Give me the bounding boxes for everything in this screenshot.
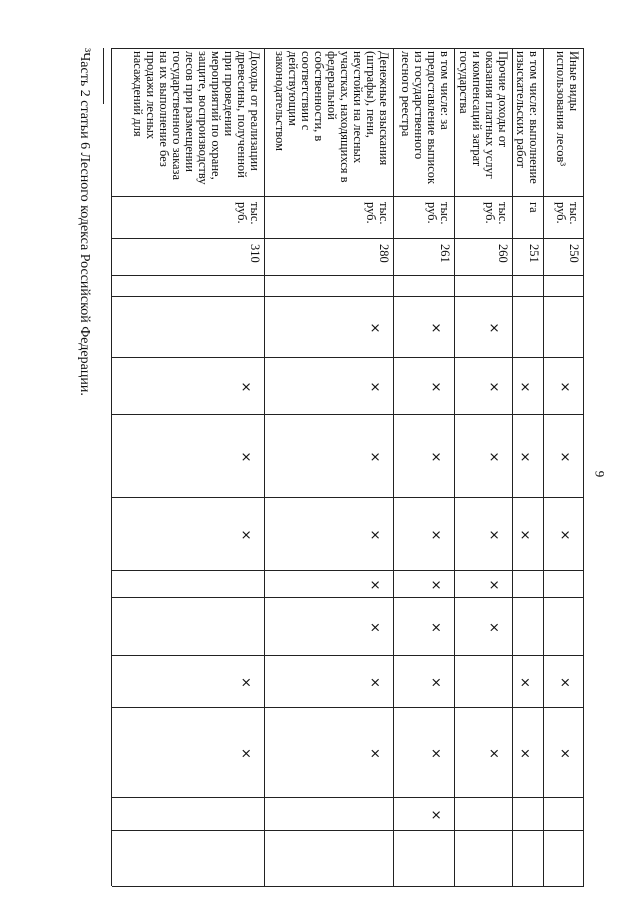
row-code: 310: [248, 244, 262, 263]
row-unit: руб.: [554, 202, 568, 224]
row-unit: тыс.: [496, 202, 510, 225]
cross-mark: ×: [517, 451, 532, 463]
table-col-border: [112, 357, 584, 358]
row-code: 260: [496, 244, 510, 263]
cross-mark: ×: [428, 381, 443, 393]
row-label-line: древесины, полученной: [235, 51, 249, 178]
row-unit: тыс.: [567, 202, 581, 225]
row-code: 251: [527, 244, 541, 263]
row-label-line: Денежные взыскания: [377, 51, 391, 166]
row-label-line: на их выполнение без: [157, 51, 171, 167]
table-row-border: [543, 48, 544, 886]
row-label-line: Прочие доходы от: [496, 51, 510, 148]
cross-mark: ×: [486, 579, 501, 591]
cross-mark: ×: [557, 677, 572, 688]
page-number: 9: [592, 470, 608, 478]
table-col-border: [112, 797, 584, 798]
row-code: 280: [377, 244, 391, 263]
row-unit: руб.: [483, 202, 497, 224]
table-col-border: [112, 238, 584, 239]
row-label-line: из государственного: [412, 51, 426, 160]
row-label-line: оказания платных услуг: [483, 51, 497, 179]
cross-mark: ×: [557, 451, 572, 463]
table-row-border: [583, 48, 584, 886]
row-code: 250: [567, 244, 581, 263]
table-col-border: [112, 886, 584, 887]
cross-mark: ×: [517, 381, 532, 393]
footnote: ³Часть 2 статьи 6 Лесного кодекса Российской Федерации.: [77, 48, 92, 396]
cross-mark: ×: [367, 748, 382, 759]
row-label-line: продажи лесных: [144, 51, 158, 140]
cross-mark: ×: [557, 529, 572, 541]
row-label-line: защите, воспроизводству: [196, 51, 210, 185]
table-col-border: [112, 296, 584, 297]
table-col-border: [112, 707, 584, 708]
row-label-line: использования лесов³: [554, 51, 568, 167]
row-label-line: мероприятий по охране,: [209, 51, 223, 180]
cross-mark: ×: [428, 677, 443, 688]
table-col-border: [112, 830, 584, 831]
cross-mark: ×: [238, 529, 253, 541]
row-unit: тыс.: [377, 202, 391, 225]
cross-mark: ×: [428, 622, 443, 633]
row-unit: руб.: [235, 202, 249, 224]
cross-mark: ×: [517, 677, 532, 688]
row-label-line: предоставление выписок: [425, 51, 439, 185]
cross-mark: ×: [486, 748, 501, 759]
row-label-line: собственности, в: [312, 51, 326, 142]
row-label-line: и компенсаций затрат: [470, 51, 484, 167]
row-label-line: неустойки на лесных: [351, 51, 365, 164]
cross-mark: ×: [486, 529, 501, 541]
cross-mark: ×: [238, 748, 253, 759]
row-label-line: участках, находящихся в: [338, 51, 352, 183]
row-code: 261: [438, 244, 452, 263]
cross-mark: ×: [367, 451, 382, 463]
row-unit: руб.: [425, 202, 439, 224]
row-unit: га: [527, 202, 541, 213]
table-row-border: [111, 48, 112, 886]
table-col-border: [112, 414, 584, 415]
row-label-line: федеральной: [325, 51, 339, 120]
cross-mark: ×: [367, 579, 382, 591]
row-label-line: при проведении: [222, 51, 236, 137]
table-row-border: [393, 48, 394, 886]
cross-mark: ×: [238, 677, 253, 688]
cross-mark: ×: [517, 748, 532, 759]
table-row-border: [264, 48, 265, 886]
row-label-line: Иные виды: [567, 51, 581, 112]
row-label-line: соответствии с: [299, 51, 313, 131]
cross-mark: ×: [557, 381, 572, 393]
row-label-line: законодательством: [273, 51, 287, 152]
table-col-border: [112, 655, 584, 656]
cross-mark: ×: [428, 809, 443, 821]
table-col-border: [112, 570, 584, 571]
row-label-line: государства: [457, 51, 471, 114]
table-col-border: [112, 497, 584, 498]
row-label-line: в том числе: выполнение: [527, 51, 541, 184]
cross-mark: ×: [238, 381, 253, 393]
table-col-border: [112, 597, 584, 598]
table-row-border: [512, 48, 513, 886]
row-unit: руб.: [364, 202, 378, 224]
cross-mark: ×: [238, 451, 253, 463]
row-label-line: Доходы от реализации: [248, 51, 262, 171]
row-unit: тыс.: [248, 202, 262, 225]
cross-mark: ×: [486, 622, 501, 633]
table-col-border: [112, 196, 584, 197]
row-label-line: изыскательских работ: [514, 51, 528, 169]
table-row-border: [454, 48, 455, 886]
row-label-line: лесного реестра: [399, 51, 413, 137]
cross-mark: ×: [428, 451, 443, 463]
cross-mark: ×: [557, 748, 572, 759]
cross-mark: ×: [428, 579, 443, 591]
row-label-line: лесов при размещении: [183, 51, 197, 172]
cross-mark: ×: [367, 622, 382, 633]
footnote-separator: [103, 48, 104, 104]
row-label-line: насаждений для: [131, 51, 145, 137]
cross-mark: ×: [428, 529, 443, 541]
table-col-border: [112, 275, 584, 276]
cross-mark: ×: [486, 322, 501, 334]
table-col-border: [112, 48, 584, 49]
row-label-line: (штрафы), пени,: [364, 51, 378, 138]
cross-mark: ×: [367, 381, 382, 393]
cross-mark: ×: [367, 322, 382, 334]
cross-mark: ×: [517, 529, 532, 541]
row-unit: тыс.: [438, 202, 452, 225]
cross-mark: ×: [428, 748, 443, 759]
cross-mark: ×: [367, 529, 382, 541]
row-label-line: государственного заказа: [170, 51, 184, 180]
cross-mark: ×: [486, 451, 501, 463]
cross-mark: ×: [367, 677, 382, 688]
row-label-line: действующим: [286, 51, 300, 126]
row-label-line: в том числе: за: [438, 51, 452, 130]
cross-mark: ×: [428, 322, 443, 334]
cross-mark: ×: [486, 381, 501, 393]
